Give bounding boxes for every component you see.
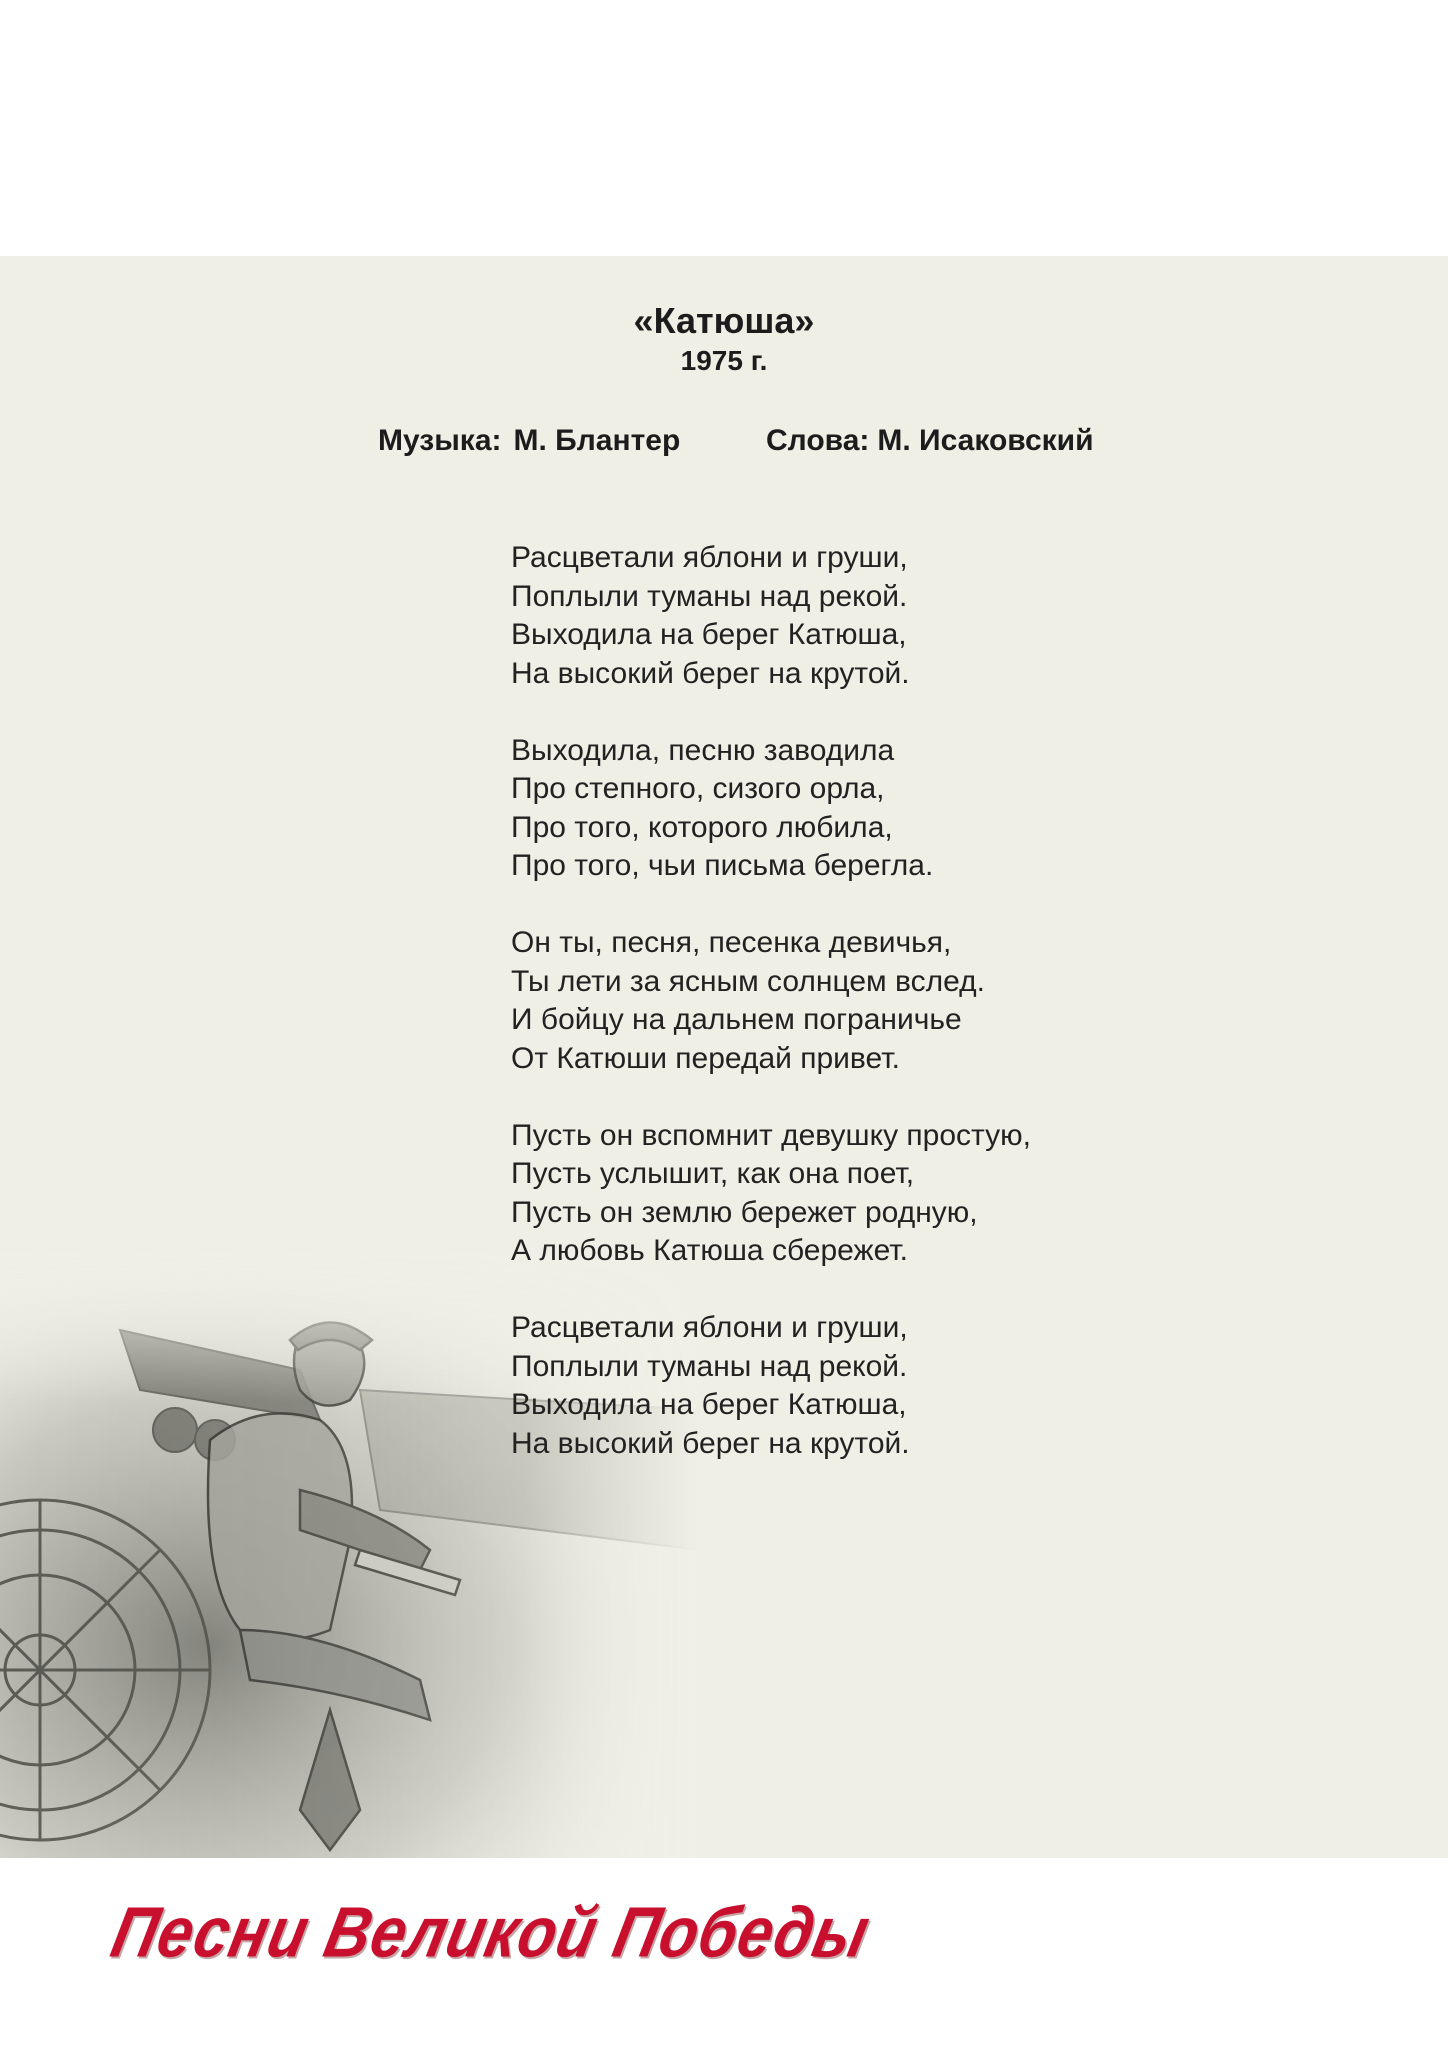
words-author: М. Исаковский bbox=[877, 424, 1094, 457]
words-label: Слова: bbox=[766, 424, 870, 457]
lyric-line: Выходила, песню заводила bbox=[511, 733, 895, 767]
words-credit bbox=[766, 424, 1094, 458]
music-label: Музыка: bbox=[378, 424, 502, 457]
lyric-line: Про того, которого любила, bbox=[511, 810, 893, 844]
lyric-line: От Катюши передай привет. bbox=[511, 1041, 900, 1075]
lyric-line: Поплыли туманы над рекой. bbox=[511, 579, 908, 613]
lyric-line: Пусть услышит, как она поет, bbox=[511, 1157, 915, 1190]
lyric-line: Поплыли туманы над рекой. bbox=[511, 1349, 908, 1383]
lyric-line: Выходила на берег Катюша, bbox=[511, 1388, 907, 1421]
lyric-line: Выходила на берег Катюша, bbox=[511, 618, 907, 651]
song-title: «Катюша» bbox=[633, 300, 815, 341]
music-composer: М. Блантер bbox=[513, 424, 681, 457]
lyric-line: На высокий берег на крутой. bbox=[511, 1426, 910, 1460]
stanza bbox=[511, 1309, 1211, 1463]
lyric-line: Расцветали яблони и груши, bbox=[511, 1311, 908, 1344]
stanza bbox=[511, 539, 1211, 693]
stanza bbox=[511, 732, 1211, 886]
lyric-line: Расцветали яблони и груши, bbox=[511, 541, 908, 574]
stanza bbox=[511, 924, 1211, 1078]
lyric-line: Пусть он вспомнит девушку простую, bbox=[511, 1118, 1031, 1152]
lyric-line: Пусть он землю бережет родную, bbox=[511, 1195, 978, 1229]
series-logo-title: Песни Великой Победы bbox=[104, 1893, 877, 1973]
lyric-line: На высокий берег на крутой. bbox=[511, 656, 910, 690]
lyric-line: Ты лети за ясным солнцем вслед. bbox=[511, 964, 985, 998]
stanza bbox=[511, 1117, 1211, 1271]
lyric-line: Он ты, песня, песенка девичья, bbox=[511, 926, 952, 959]
music-credit bbox=[378, 424, 680, 458]
lyrics bbox=[511, 539, 1211, 1502]
song-year: 1975 г. bbox=[680, 345, 768, 376]
lyric-line: Про того, чьи письма берегла. bbox=[511, 849, 934, 882]
lyric-line: Про степного, сизого орла, bbox=[511, 772, 885, 805]
lyric-line: И бойцу на дальнем пограничье bbox=[511, 1003, 962, 1036]
lyric-line: А любовь Катюша сбережет. bbox=[511, 1234, 909, 1267]
